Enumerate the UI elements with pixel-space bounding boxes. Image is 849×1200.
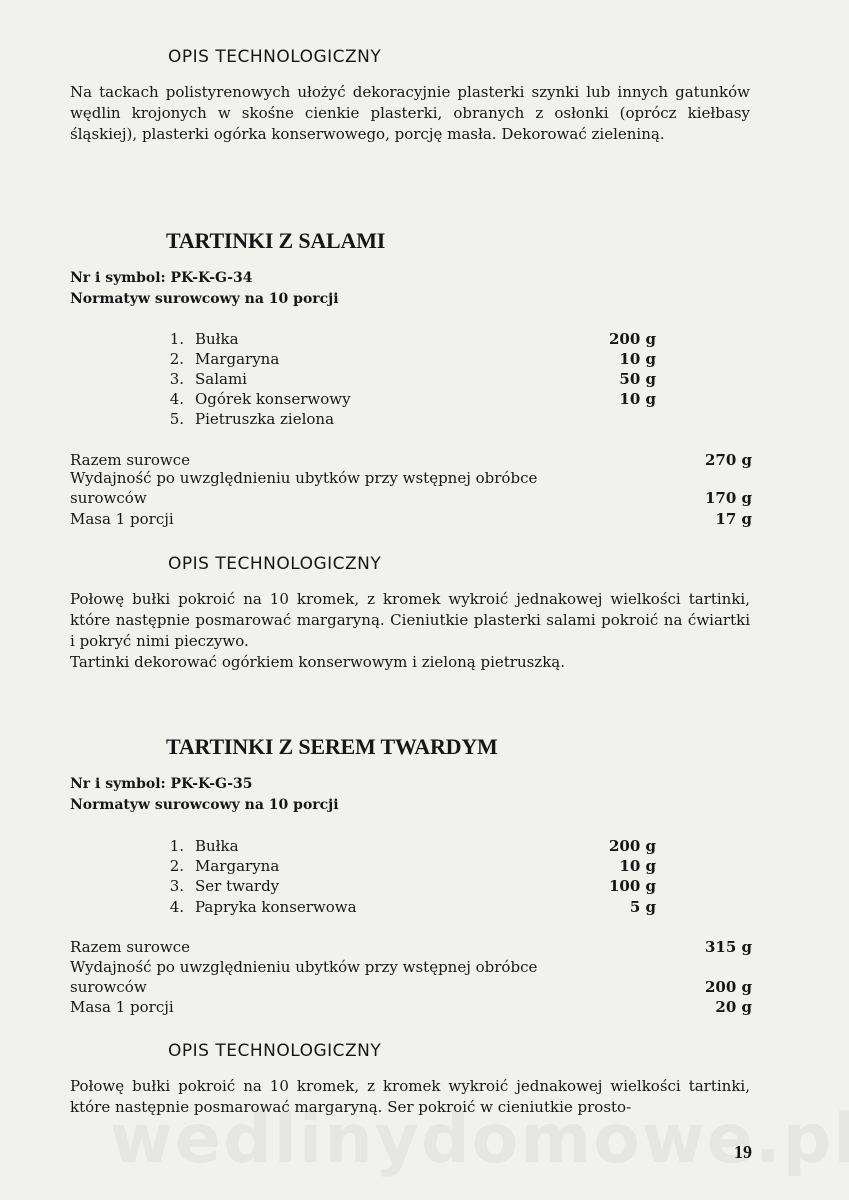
ingredient-row: 2. Margaryna 10 g [169, 350, 656, 368]
recipe-symbol-salami: Nr i symbol: PK-K-G-34 [70, 270, 253, 286]
wydajnosc-row-ser-2: surowców 200 g [70, 978, 752, 996]
ingredient-row: 4. Papryka konserwowa 5 g [169, 898, 656, 916]
recipe-normatyw-salami: Normatyw surowcowy na 10 porcji [70, 291, 339, 307]
masa-row-salami: Masa 1 porcji 17 g [70, 510, 752, 528]
recipe-title-salami: TARTINKI Z SALAMI [166, 228, 386, 253]
recipe-title-ser: TARTINKI Z SEREM TWARDYM [166, 734, 498, 759]
watermark [110, 1100, 730, 1179]
opis-text-1: Na tackach polistyrenowych ułożyć dekoracyjnie plasterki szynki lub innych gatunków wędlin krojonych w skośne cienkie plasterki, obranych z osłonki (oprócz kiełbasy śląskiej), plasterki ogórka konserwowego, porcję masła. Dekorować zieleniną. [70, 83, 750, 143]
ingredient-row: 4. Ogórek konserwowy 10 g [169, 390, 656, 408]
opis-text-ser: Połowę bułki pokroić na 10 kromek, z kromek wykroić jednakowej wielkości tartinki, które następnie posmarować margaryną. Ser pokroić w cieniutkie prosto- [70, 1077, 750, 1116]
razem-row-salami: Razem surowce 270 g [70, 451, 752, 469]
ingredient-row: 1. Bułka 200 g [169, 330, 656, 348]
masa-row-ser: Masa 1 porcji 20 g [70, 998, 752, 1016]
ingredient-row: 1. Bułka 200 g [169, 837, 656, 855]
wydajnosc-row-salami-2: surowców 170 g [70, 489, 752, 507]
ingredient-row: 2. Margaryna 10 g [169, 857, 656, 875]
opis-heading-salami: OPIS TECHNOLOGICZNY [168, 554, 382, 574]
opis-text-salami: Połowę bułki pokroić na 10 kromek, z kromek wykroić jednakowej wielkości tartinki, które następnie posmarować margaryną. Cieniutkie plasterki salami pokroić na ćwiartki i pokryć nimi pieczywo. Tartinki dekorować ogórkiem konserwowym i zieloną pietruszką. [70, 590, 750, 671]
recipe-symbol-ser: Nr i symbol: PK-K-G-35 [70, 776, 253, 792]
ingredient-row: 3. Ser twardy 100 g [169, 877, 656, 895]
opis-heading-ser: OPIS TECHNOLOGICZNY [168, 1041, 382, 1061]
ingredient-row: 3. Salami 50 g [169, 370, 656, 388]
ingredient-row: 5. Pietruszka zielona [169, 410, 335, 428]
razem-row-ser: Razem surowce 315 g [70, 938, 752, 956]
page-number: 19 [734, 1142, 752, 1162]
recipe-normatyw-ser: Normatyw surowcowy na 10 porcji [70, 797, 339, 813]
opis-heading-1: OPIS TECHNOLOGICZNY [168, 47, 382, 67]
wydajnosc-row-ser: Wydajność po uwzględnieniu ubytków przy wstępnej obróbce [70, 958, 538, 976]
wydajnosc-row-salami: Wydajność po uwzględnieniu ubytków przy wstępnej obróbce [70, 469, 538, 487]
